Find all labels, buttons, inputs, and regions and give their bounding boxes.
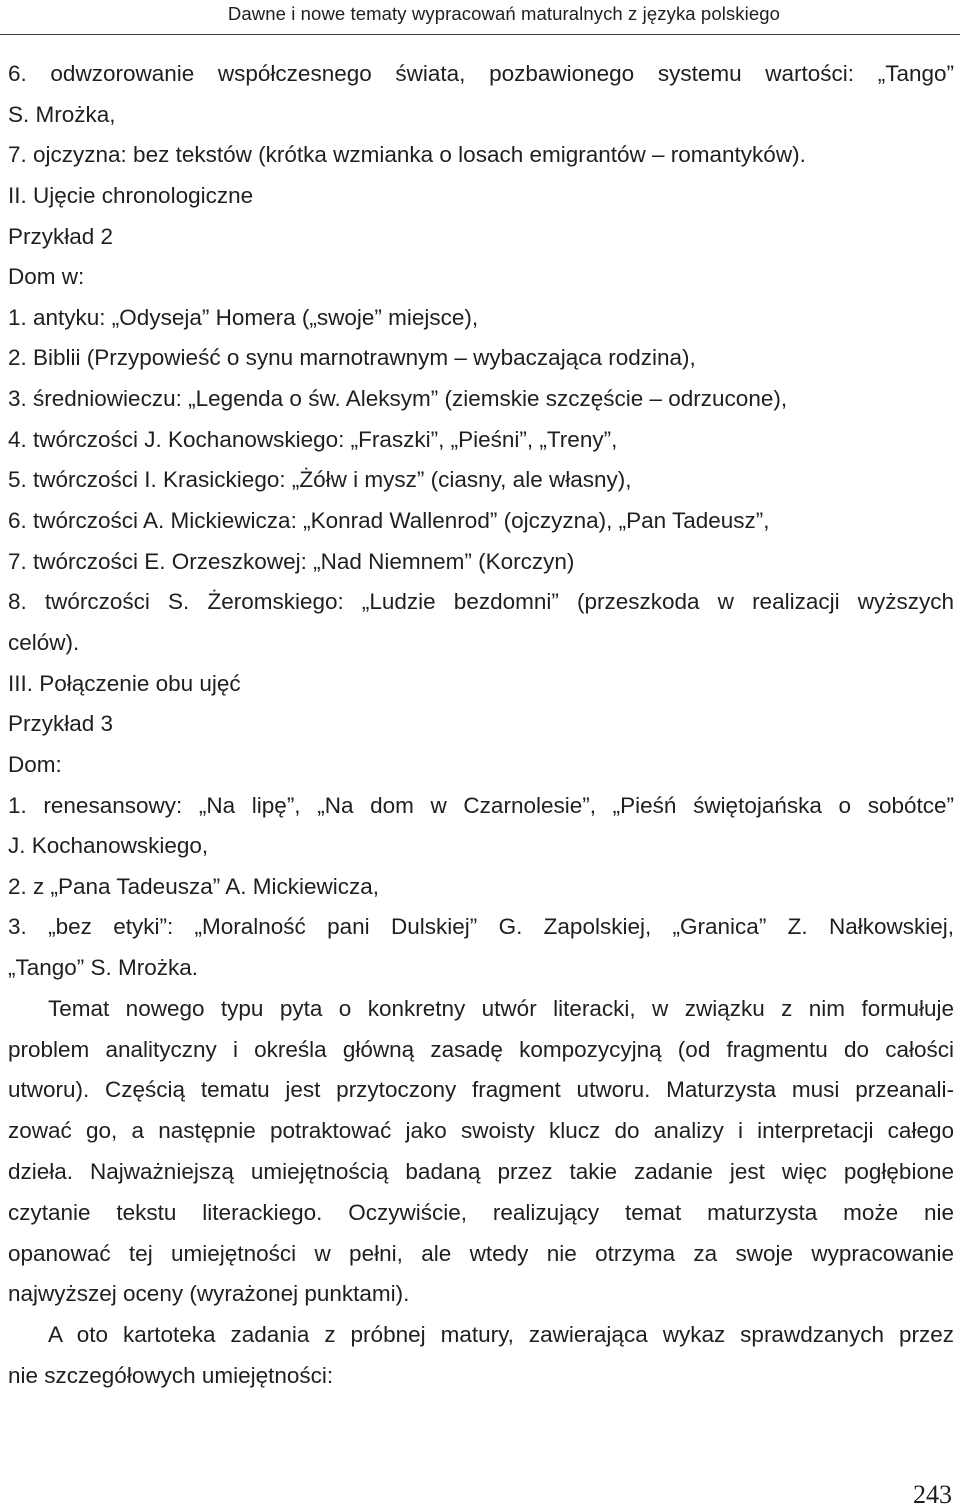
list-line: 4. twórczości J. Kochanowskiego: „Fraszki”, „Pieśni”, „Treny”, [8, 426, 618, 452]
example-label: Przykład 2 [8, 223, 114, 249]
paragraph-line: problem analityczny i określa główną zasadę kompozycyjną (od fragmentu do całości [8, 1036, 954, 1062]
list-line: S. Mrożka, [8, 101, 116, 127]
paragraph-line: utworu). Częścią tematu jest przytoczony fragment utworu. Maturzysta musi przeanali- [8, 1077, 954, 1103]
list-section [8, 54, 954, 989]
page-body [8, 54, 954, 1397]
list-line: J. Kochanowskiego, [8, 833, 209, 859]
paragraph-new-topic [8, 989, 954, 1315]
list-line: 6. odwzorowanie współczesnego świata, pozbawionego systemu wartości: „Tango” [8, 61, 954, 86]
paragraph-line: dzieła. Najważniejszą umiejętnością badaną przez takie zadanie jest więc pogłębione [8, 1158, 954, 1184]
list-line: 2. z „Pana Tadeusza” A. Mickiewicza, [8, 873, 379, 899]
list-line: 1. antyku: „Odyseja” Homera („swoje” miejsce), [8, 304, 479, 330]
list-line: 7. twórczości E. Orzeszkowej: „Nad Niemnem” (Korczyn) [8, 548, 575, 574]
running-title: Dawne i nowe tematy wypracowań maturalnych z języka polskiego [227, 3, 780, 24]
paragraph-line: Temat nowego typu pyta o konkretny utwór literacki, w związku z nim formułuje [48, 995, 954, 1021]
list-line: „Tango” S. Mrożka. [8, 955, 199, 981]
list-line: 3. średniowieczu: „Legenda o św. Aleksym” (ziemskie szczęście – odrzucone), [8, 386, 788, 412]
list-line: 1. renesansowy: „Na lipę”, „Na dom w Czarnolesie”, „Pieśń świętojańska o sobótce” [8, 792, 954, 818]
list-line: 5. twórczości I. Krasickiego: „Żółw i mysz” (ciasny, ale własny), [8, 467, 632, 493]
paragraph-line: zować go, a następnie potraktować jako swoisty klucz do analizy i interpretacji całego [8, 1118, 954, 1144]
section-heading: II. Ujęcie chronologiczne [8, 182, 254, 208]
paragraph-line: opanować tej umiejętności w pełni, ale wtedy nie otrzyma za swoje wypracowanie [8, 1240, 954, 1266]
paragraph-line: najwyższej oceny (wyrażonej punktami). [8, 1281, 410, 1307]
running-header [0, 0, 960, 35]
list-line: 7. ojczyzna: bez tekstów (krótka wzmianka o losach emigrantów – romantyków). [8, 142, 806, 168]
list-intro: Dom w: [8, 264, 85, 290]
list-line: 8. twórczości S. Żeromskiego: „Ludzie bezdomni” (przeszkoda w realizacji wyższych [8, 589, 954, 615]
paragraph-line: nie szczegółowych umiejętności: [8, 1362, 334, 1388]
paragraph-test-record [8, 1315, 954, 1397]
paragraph-line: czytanie tekstu literackiego. Oczywiście, realizujący temat maturzysta może nie [8, 1199, 954, 1225]
section-heading: III. Połączenie obu ujęć [8, 670, 241, 696]
page-number: 243 [913, 1480, 952, 1509]
list-line: 6. twórczości A. Mickiewicza: „Konrad Wallenrod” (ojczyzna), „Pan Tadeusz”, [8, 508, 770, 534]
list-line: celów). [8, 629, 80, 655]
list-line: 3. „bez etyki”: „Moralność pani Dulskiej” G. Zapolskiej, „Granica” Z. Nałkowskiej, [8, 914, 954, 940]
example-label: Przykład 3 [8, 711, 114, 737]
list-intro: Dom: [8, 751, 62, 777]
list-line: 2. Biblii (Przypowieść o synu marnotrawnym – wybaczająca rodzina), [8, 345, 696, 371]
paragraph-line: A oto kartoteka zadania z próbnej matury, zawierająca wykaz sprawdzanych przez [48, 1322, 954, 1348]
